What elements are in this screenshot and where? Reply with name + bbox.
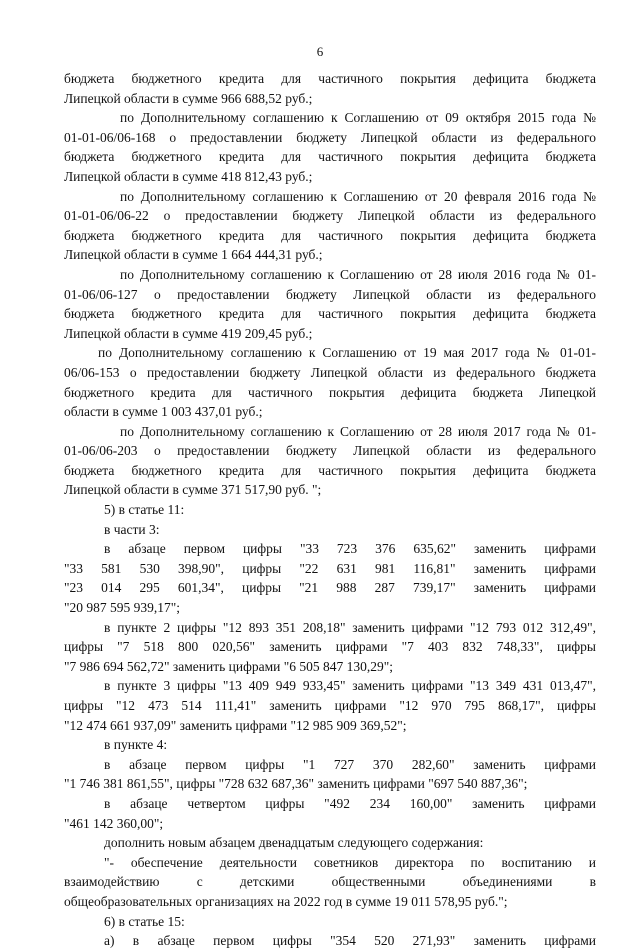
text-line: Липецкой области в сумме 419 209,45 руб.; xyxy=(64,325,313,341)
text-line: Липецкой области в сумме 1 664 444,31 руб.; xyxy=(64,247,323,263)
document-body xyxy=(64,69,596,951)
text-line: 01-06/06-127 о предоставлении бюджету Липецкой области из федерального xyxy=(64,286,596,302)
text-line: в абзаце четвертом цифры "492 234 160,00" заменить цифрами xyxy=(104,795,596,811)
text-line: 5) в статье 11: xyxy=(104,502,185,518)
text-line: "1 746 381 861,55", цифры "728 632 687,36" заменить цифрами "697 540 887,36"; xyxy=(64,776,528,792)
text-line: по Дополнительному соглашению к Соглашению от 09 октября 2015 года № xyxy=(120,110,596,126)
text-line: "12 474 661 937,09" заменить цифрами "12 985 909 369,52"; xyxy=(64,717,407,733)
text-line: 06/06-153 о предоставлении бюджету Липецкой области из федерального бюджета xyxy=(64,364,596,380)
text-line: бюджета бюджетного кредита для частичного покрытия дефицита бюджета xyxy=(64,227,596,243)
text-line: по Дополнительному соглашению к Соглашению от 20 февраля 2016 года № xyxy=(120,188,596,204)
text-line: а) в абзаце первом цифры "354 520 271,93" заменить цифрами xyxy=(104,933,596,949)
text-line: в абзаце первом цифры "33 723 376 635,62" заменить цифрами xyxy=(104,541,596,557)
text-line: бюджета бюджетного кредита для частичного покрытия дефицита бюджета xyxy=(64,306,596,322)
text-line: области в сумме 1 003 437,01 руб.; xyxy=(64,404,263,420)
text-line: 01-01-06/06-168 о предоставлении бюджету Липецкой области из федерального xyxy=(64,129,596,145)
text-line: Липецкой области в сумме 418 812,43 руб.; xyxy=(64,168,313,184)
text-line: "- обеспечение деятельности советников директора по воспитанию и xyxy=(104,854,596,870)
text-line: цифры "12 473 514 111,41" заменить цифрами "12 970 795 868,17", цифры xyxy=(64,698,596,713)
text-line: "7 986 694 562,72" заменить цифрами "6 505 847 130,29"; xyxy=(64,658,393,674)
text-line: 01-01-06/06-22 о предоставлении бюджету Липецкой области из федерального xyxy=(64,208,596,224)
text-line: дополнить новым абзацем двенадцатым следующего содержания: xyxy=(104,835,484,851)
text-line: "33 581 530 398,90", цифры "22 631 981 116,81" заменить цифрами xyxy=(64,560,596,576)
text-line: в пункте 2 цифры "12 893 351 208,18" заменить цифрами "12 793 012 312,49", xyxy=(104,619,596,635)
text-line: по Дополнительному соглашению к Соглашению от 19 мая 2017 года № 01-01- xyxy=(98,345,596,361)
text-line: Липецкой области в сумме 966 688,52 руб.; xyxy=(64,90,313,106)
text-line: Липецкой области в сумме 371 517,90 руб. "; xyxy=(64,482,322,498)
text-line: по Дополнительному соглашению к Соглашению от 28 июля 2016 года № 01- xyxy=(120,266,596,282)
text-line: цифры "7 518 800 020,56" заменить цифрами "7 403 832 748,33", цифры xyxy=(64,639,596,655)
text-line: бюджета бюджетного кредита для частичного покрытия дефицита бюджета xyxy=(64,462,596,478)
page-number: 6 xyxy=(316,44,324,59)
text-line: "461 142 360,00"; xyxy=(64,815,164,831)
text-line: в пункте 3 цифры "13 409 949 933,45" заменить цифрами "13 349 431 013,47", xyxy=(104,678,596,694)
text-line: бюджета бюджетного кредита для частичного покрытия дефицита бюджета xyxy=(64,71,596,86)
text-line: в абзаце первом цифры "1 727 370 282,60" заменить цифрами xyxy=(104,756,596,772)
text-line: бюджетного кредита для частичного покрытия дефицита бюджета Липецкой xyxy=(64,384,596,400)
text-line: 6) в статье 15: xyxy=(104,913,185,929)
text-line: 01-06/06-203 о предоставлении бюджету Липецкой области из федерального xyxy=(64,443,596,459)
text-line: "23 014 295 601,34", цифры "21 988 287 739,17" заменить цифрами xyxy=(64,580,596,596)
text-line: "20 987 595 939,17"; xyxy=(64,600,181,616)
text-line: бюджета бюджетного кредита для частичного покрытия дефицита бюджета xyxy=(64,149,596,165)
text-line: взаимодействию с детскими общественными объединениями в xyxy=(64,874,596,890)
text-line: в пункте 4: xyxy=(104,737,168,753)
text-line: в части 3: xyxy=(104,521,160,537)
text-line: по Дополнительному соглашению к Соглашению от 28 июля 2017 года № 01- xyxy=(120,423,596,439)
text-line: общеобразовательных организациях на 2022 год в сумме 19 011 578,95 руб."; xyxy=(64,893,508,909)
